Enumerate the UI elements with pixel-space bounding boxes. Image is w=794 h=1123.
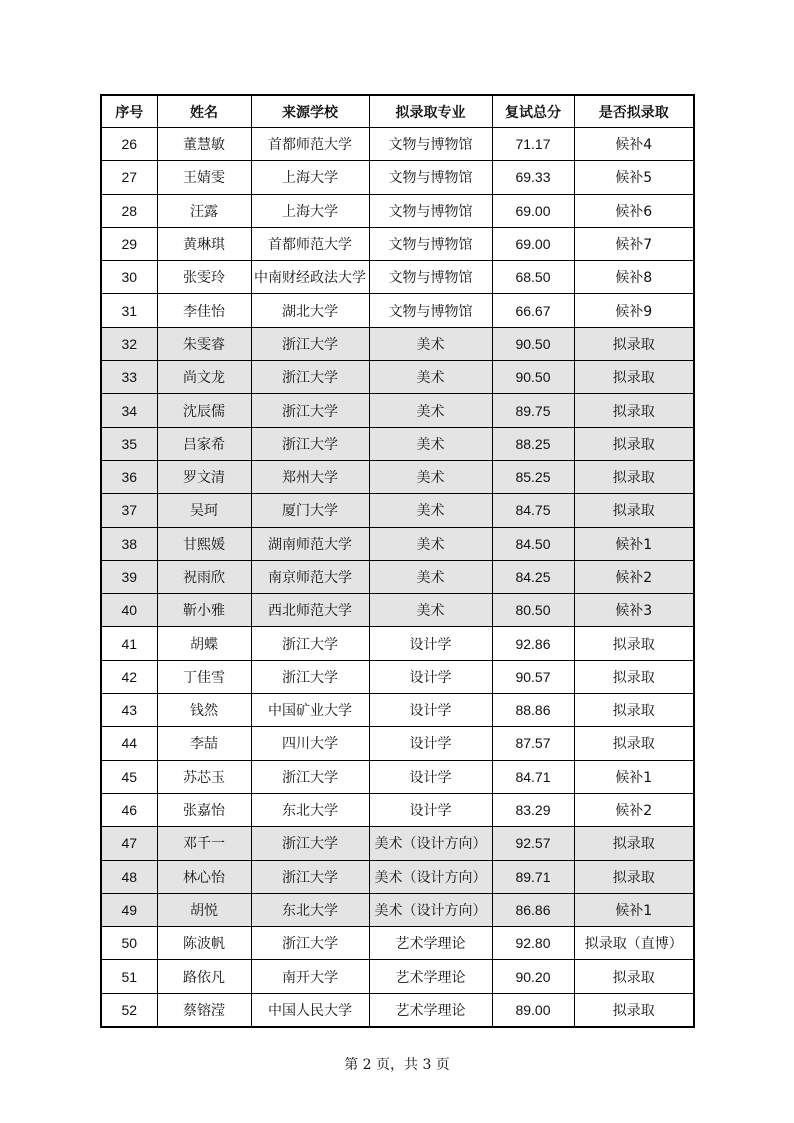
retest-score: 69.00 bbox=[492, 194, 574, 227]
admitted-major: 设计学 bbox=[369, 760, 492, 793]
admitted-major: 文物与博物馆 bbox=[369, 161, 492, 194]
student-name: 路依凡 bbox=[157, 960, 251, 993]
source-school: 中国矿业大学 bbox=[251, 694, 369, 727]
source-school: 浙江大学 bbox=[251, 660, 369, 693]
admitted-major: 美术 bbox=[369, 394, 492, 427]
source-school: 南京师范大学 bbox=[251, 560, 369, 593]
row-number: 50 bbox=[101, 927, 157, 960]
retest-score: 88.86 bbox=[492, 694, 574, 727]
header-number: 序号 bbox=[101, 95, 157, 128]
admission-status: 候补2 bbox=[574, 793, 694, 826]
admitted-major: 美术 bbox=[369, 460, 492, 493]
admitted-major: 文物与博物馆 bbox=[369, 128, 492, 161]
admission-status: 拟录取 bbox=[574, 993, 694, 1027]
row-number: 39 bbox=[101, 560, 157, 593]
student-name: 董慧敏 bbox=[157, 128, 251, 161]
retest-score: 83.29 bbox=[492, 793, 574, 826]
student-name: 吕家希 bbox=[157, 427, 251, 460]
table-header bbox=[101, 95, 694, 128]
admitted-major: 艺术学理论 bbox=[369, 960, 492, 993]
admission-status: 候补9 bbox=[574, 294, 694, 327]
source-school: 上海大学 bbox=[251, 194, 369, 227]
source-school: 浙江大学 bbox=[251, 394, 369, 427]
retest-score: 92.57 bbox=[492, 827, 574, 860]
admitted-major: 美术 bbox=[369, 494, 492, 527]
source-school: 浙江大学 bbox=[251, 327, 369, 360]
row-number: 48 bbox=[101, 860, 157, 893]
row-number: 33 bbox=[101, 361, 157, 394]
student-name: 朱雯睿 bbox=[157, 327, 251, 360]
student-name: 王婧雯 bbox=[157, 161, 251, 194]
retest-score: 86.86 bbox=[492, 893, 574, 926]
source-school: 东北大学 bbox=[251, 793, 369, 826]
student-name: 邓千一 bbox=[157, 827, 251, 860]
admission-status: 候补3 bbox=[574, 594, 694, 627]
source-school: 南开大学 bbox=[251, 960, 369, 993]
admitted-major: 美术 bbox=[369, 527, 492, 560]
retest-score: 92.86 bbox=[492, 627, 574, 660]
table-row bbox=[101, 361, 694, 394]
retest-score: 89.71 bbox=[492, 860, 574, 893]
source-school: 上海大学 bbox=[251, 161, 369, 194]
student-name: 罗文清 bbox=[157, 460, 251, 493]
source-school: 东北大学 bbox=[251, 893, 369, 926]
row-number: 43 bbox=[101, 694, 157, 727]
row-number: 28 bbox=[101, 194, 157, 227]
retest-score: 85.25 bbox=[492, 460, 574, 493]
source-school: 西北师范大学 bbox=[251, 594, 369, 627]
header-row bbox=[101, 95, 694, 128]
table-row bbox=[101, 660, 694, 693]
admission-status: 拟录取 bbox=[574, 960, 694, 993]
table-row bbox=[101, 827, 694, 860]
student-name: 胡蝶 bbox=[157, 627, 251, 660]
student-name: 靳小雅 bbox=[157, 594, 251, 627]
admission-status: 候补1 bbox=[574, 893, 694, 926]
admitted-major: 设计学 bbox=[369, 793, 492, 826]
row-number: 29 bbox=[101, 227, 157, 260]
admission-status: 拟录取 bbox=[574, 327, 694, 360]
source-school: 浙江大学 bbox=[251, 860, 369, 893]
admission-status: 拟录取 bbox=[574, 361, 694, 394]
table-row bbox=[101, 893, 694, 926]
retest-score: 84.25 bbox=[492, 560, 574, 593]
source-school: 厦门大学 bbox=[251, 494, 369, 527]
table-row bbox=[101, 694, 694, 727]
retest-score: 68.50 bbox=[492, 261, 574, 294]
source-school: 郑州大学 bbox=[251, 460, 369, 493]
admission-status: 候补5 bbox=[574, 161, 694, 194]
source-school: 湖南师范大学 bbox=[251, 527, 369, 560]
admission-table bbox=[100, 94, 695, 1028]
source-school: 四川大学 bbox=[251, 727, 369, 760]
student-name: 沈辰儒 bbox=[157, 394, 251, 427]
header-major: 拟录取专业 bbox=[369, 95, 492, 128]
header-status: 是否拟录取 bbox=[574, 95, 694, 128]
source-school: 浙江大学 bbox=[251, 361, 369, 394]
student-name: 甘熙媛 bbox=[157, 527, 251, 560]
table-row bbox=[101, 727, 694, 760]
admitted-major: 设计学 bbox=[369, 727, 492, 760]
admission-status: 候补6 bbox=[574, 194, 694, 227]
row-number: 49 bbox=[101, 893, 157, 926]
student-name: 黄琳琪 bbox=[157, 227, 251, 260]
student-name: 胡悦 bbox=[157, 893, 251, 926]
admission-status: 拟录取 bbox=[574, 460, 694, 493]
table-row bbox=[101, 227, 694, 260]
row-number: 41 bbox=[101, 627, 157, 660]
table-row bbox=[101, 560, 694, 593]
admission-status: 拟录取 bbox=[574, 694, 694, 727]
retest-score: 89.75 bbox=[492, 394, 574, 427]
row-number: 51 bbox=[101, 960, 157, 993]
student-name: 陈波帆 bbox=[157, 927, 251, 960]
retest-score: 84.71 bbox=[492, 760, 574, 793]
admission-status: 候补2 bbox=[574, 560, 694, 593]
student-name: 苏芯玉 bbox=[157, 760, 251, 793]
table-row bbox=[101, 327, 694, 360]
student-name: 张雯玲 bbox=[157, 261, 251, 294]
source-school: 浙江大学 bbox=[251, 427, 369, 460]
source-school: 浙江大学 bbox=[251, 627, 369, 660]
admission-status: 拟录取 bbox=[574, 727, 694, 760]
row-number: 40 bbox=[101, 594, 157, 627]
admitted-major: 文物与博物馆 bbox=[369, 294, 492, 327]
retest-score: 66.67 bbox=[492, 294, 574, 327]
student-name: 尚文龙 bbox=[157, 361, 251, 394]
student-name: 吴珂 bbox=[157, 494, 251, 527]
table-row bbox=[101, 261, 694, 294]
table-row bbox=[101, 960, 694, 993]
retest-score: 87.57 bbox=[492, 727, 574, 760]
row-number: 26 bbox=[101, 128, 157, 161]
student-name: 林心怡 bbox=[157, 860, 251, 893]
source-school: 浙江大学 bbox=[251, 927, 369, 960]
source-school: 首都师范大学 bbox=[251, 227, 369, 260]
row-number: 52 bbox=[101, 993, 157, 1027]
table-row bbox=[101, 760, 694, 793]
retest-score: 69.00 bbox=[492, 227, 574, 260]
retest-score: 80.50 bbox=[492, 594, 574, 627]
table-row bbox=[101, 394, 694, 427]
admission-status: 拟录取 bbox=[574, 427, 694, 460]
admission-status: 拟录取 bbox=[574, 627, 694, 660]
admitted-major: 艺术学理论 bbox=[369, 927, 492, 960]
row-number: 44 bbox=[101, 727, 157, 760]
admission-status: 拟录取 bbox=[574, 660, 694, 693]
row-number: 45 bbox=[101, 760, 157, 793]
row-number: 35 bbox=[101, 427, 157, 460]
table-row bbox=[101, 793, 694, 826]
student-name: 李喆 bbox=[157, 727, 251, 760]
table-row bbox=[101, 294, 694, 327]
admission-status: 候补4 bbox=[574, 128, 694, 161]
table-row bbox=[101, 427, 694, 460]
student-name: 祝雨欣 bbox=[157, 560, 251, 593]
retest-score: 89.00 bbox=[492, 993, 574, 1027]
student-name: 李佳怡 bbox=[157, 294, 251, 327]
header-score: 复试总分 bbox=[492, 95, 574, 128]
retest-score: 69.33 bbox=[492, 161, 574, 194]
source-school: 浙江大学 bbox=[251, 760, 369, 793]
admission-status: 候补1 bbox=[574, 527, 694, 560]
table-row bbox=[101, 460, 694, 493]
retest-score: 88.25 bbox=[492, 427, 574, 460]
retest-score: 90.20 bbox=[492, 960, 574, 993]
row-number: 27 bbox=[101, 161, 157, 194]
row-number: 30 bbox=[101, 261, 157, 294]
table-row bbox=[101, 993, 694, 1027]
student-name: 蔡镕滢 bbox=[157, 993, 251, 1027]
header-name: 姓名 bbox=[157, 95, 251, 128]
source-school: 首都师范大学 bbox=[251, 128, 369, 161]
admission-status: 拟录取 bbox=[574, 860, 694, 893]
retest-score: 84.75 bbox=[492, 494, 574, 527]
admission-status: 拟录取（直博） bbox=[574, 927, 694, 960]
admitted-major: 文物与博物馆 bbox=[369, 261, 492, 294]
retest-score: 90.50 bbox=[492, 327, 574, 360]
page-footer: 第 2 页，共 3 页 bbox=[344, 1057, 450, 1073]
retest-score: 84.50 bbox=[492, 527, 574, 560]
table-row bbox=[101, 927, 694, 960]
table-row bbox=[101, 194, 694, 227]
row-number: 38 bbox=[101, 527, 157, 560]
admitted-major: 美术 bbox=[369, 327, 492, 360]
student-name: 张嘉怡 bbox=[157, 793, 251, 826]
table-row bbox=[101, 161, 694, 194]
table-row bbox=[101, 128, 694, 161]
table-row bbox=[101, 860, 694, 893]
retest-score: 90.57 bbox=[492, 660, 574, 693]
admitted-major: 美术 bbox=[369, 594, 492, 627]
row-number: 32 bbox=[101, 327, 157, 360]
source-school: 湖北大学 bbox=[251, 294, 369, 327]
table-row bbox=[101, 494, 694, 527]
admission-status: 候补1 bbox=[574, 760, 694, 793]
admitted-major: 美术（设计方向） bbox=[369, 827, 492, 860]
admission-status: 候补7 bbox=[574, 227, 694, 260]
admitted-major: 美术 bbox=[369, 560, 492, 593]
admitted-major: 美术（设计方向） bbox=[369, 893, 492, 926]
row-number: 36 bbox=[101, 460, 157, 493]
admitted-major: 设计学 bbox=[369, 660, 492, 693]
row-number: 37 bbox=[101, 494, 157, 527]
row-number: 46 bbox=[101, 793, 157, 826]
admission-status: 候补8 bbox=[574, 261, 694, 294]
admitted-major: 美术 bbox=[369, 361, 492, 394]
admitted-major: 美术（设计方向） bbox=[369, 860, 492, 893]
row-number: 34 bbox=[101, 394, 157, 427]
retest-score: 92.80 bbox=[492, 927, 574, 960]
source-school: 中国人民大学 bbox=[251, 993, 369, 1027]
admitted-major: 文物与博物馆 bbox=[369, 194, 492, 227]
admitted-major: 设计学 bbox=[369, 627, 492, 660]
admission-status: 拟录取 bbox=[574, 494, 694, 527]
admission-status: 拟录取 bbox=[574, 827, 694, 860]
admission-status: 拟录取 bbox=[574, 394, 694, 427]
table-body bbox=[101, 128, 694, 1028]
admitted-major: 文物与博物馆 bbox=[369, 227, 492, 260]
row-number: 47 bbox=[101, 827, 157, 860]
table-row bbox=[101, 527, 694, 560]
student-name: 钱然 bbox=[157, 694, 251, 727]
header-school: 来源学校 bbox=[251, 95, 369, 128]
source-school: 中南财经政法大学 bbox=[251, 261, 369, 294]
retest-score: 90.50 bbox=[492, 361, 574, 394]
table-row bbox=[101, 594, 694, 627]
table-row bbox=[101, 627, 694, 660]
student-name: 丁佳雪 bbox=[157, 660, 251, 693]
admitted-major: 艺术学理论 bbox=[369, 993, 492, 1027]
row-number: 42 bbox=[101, 660, 157, 693]
retest-score: 71.17 bbox=[492, 128, 574, 161]
admitted-major: 美术 bbox=[369, 427, 492, 460]
source-school: 浙江大学 bbox=[251, 827, 369, 860]
row-number: 31 bbox=[101, 294, 157, 327]
student-name: 汪露 bbox=[157, 194, 251, 227]
admitted-major: 设计学 bbox=[369, 694, 492, 727]
